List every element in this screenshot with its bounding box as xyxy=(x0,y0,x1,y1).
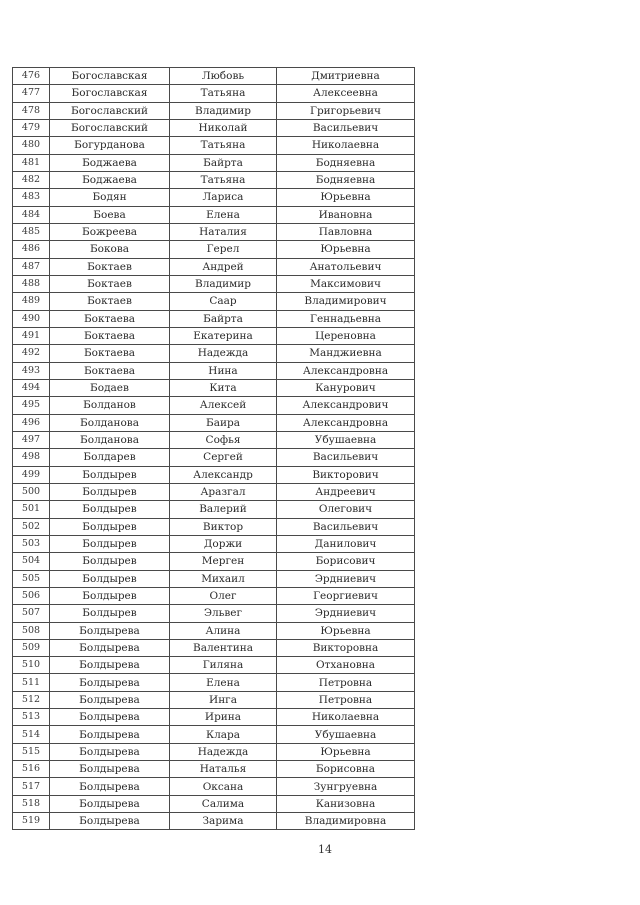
patronymic-cell: Олегович xyxy=(277,501,415,518)
first-name-cell: Герел xyxy=(170,241,277,258)
first-name-cell: Екатерина xyxy=(170,327,277,344)
first-name-cell: Татьяна xyxy=(170,171,277,188)
row-number-cell: 512 xyxy=(13,691,50,708)
patronymic-cell: Эрдниевич xyxy=(277,570,415,587)
patronymic-cell: Петровна xyxy=(277,674,415,691)
table-row xyxy=(13,691,415,708)
first-name-cell: Зарима xyxy=(170,813,277,830)
row-number-cell: 519 xyxy=(13,813,50,830)
row-number-cell: 491 xyxy=(13,327,50,344)
first-name-cell: Валентина xyxy=(170,639,277,656)
patronymic-cell: Викторовна xyxy=(277,639,415,656)
table-row xyxy=(13,189,415,206)
table-row xyxy=(13,761,415,778)
row-number-cell: 490 xyxy=(13,310,50,327)
table-row xyxy=(13,639,415,656)
table-row xyxy=(13,414,415,431)
patronymic-cell: Анатольевич xyxy=(277,258,415,275)
table-row xyxy=(13,293,415,310)
row-number-cell: 510 xyxy=(13,657,50,674)
patronymic-cell: Николаевна xyxy=(277,137,415,154)
patronymic-cell: Отхановна xyxy=(277,657,415,674)
last-name-cell: Богославский xyxy=(50,102,170,119)
last-name-cell: Болдырев xyxy=(50,518,170,535)
row-number-cell: 514 xyxy=(13,726,50,743)
last-name-cell: Болдырев xyxy=(50,535,170,552)
first-name-cell: Владимир xyxy=(170,275,277,292)
last-name-cell: Боктаева xyxy=(50,345,170,362)
first-name-cell: Доржи xyxy=(170,535,277,552)
patronymic-cell: Юрьевна xyxy=(277,622,415,639)
first-name-cell: Саар xyxy=(170,293,277,310)
patronymic-cell: Канизовна xyxy=(277,795,415,812)
row-number-cell: 492 xyxy=(13,345,50,362)
first-name-cell: Клара xyxy=(170,726,277,743)
table-row xyxy=(13,345,415,362)
row-number-cell: 478 xyxy=(13,102,50,119)
table-row xyxy=(13,137,415,154)
table-row xyxy=(13,778,415,795)
last-name-cell: Боктаев xyxy=(50,293,170,310)
row-number-cell: 495 xyxy=(13,397,50,414)
first-name-cell: Алина xyxy=(170,622,277,639)
table-row xyxy=(13,171,415,188)
patronymic-cell: Дмитриевна xyxy=(277,68,415,85)
patronymic-cell: Владимирович xyxy=(277,293,415,310)
last-name-cell: Болдырева xyxy=(50,674,170,691)
table-row xyxy=(13,587,415,604)
table-row xyxy=(13,223,415,240)
patronymic-cell: Ивановна xyxy=(277,206,415,223)
table-row xyxy=(13,466,415,483)
table-row xyxy=(13,154,415,171)
row-number-cell: 509 xyxy=(13,639,50,656)
first-name-cell: Лариса xyxy=(170,189,277,206)
first-name-cell: Татьяна xyxy=(170,85,277,102)
row-number-cell: 479 xyxy=(13,119,50,136)
row-number-cell: 497 xyxy=(13,431,50,448)
patronymic-cell: Николаевна xyxy=(277,709,415,726)
row-number-cell: 493 xyxy=(13,362,50,379)
last-name-cell: Богославская xyxy=(50,85,170,102)
table-row xyxy=(13,431,415,448)
last-name-cell: Бодаев xyxy=(50,379,170,396)
first-name-cell: Салима xyxy=(170,795,277,812)
row-number-cell: 489 xyxy=(13,293,50,310)
patronymic-cell: Петровна xyxy=(277,691,415,708)
row-number-cell: 481 xyxy=(13,154,50,171)
row-number-cell: 503 xyxy=(13,535,50,552)
last-name-cell: Болдырева xyxy=(50,726,170,743)
row-number-cell: 504 xyxy=(13,553,50,570)
last-name-cell: Болдырева xyxy=(50,622,170,639)
first-name-cell: Надежда xyxy=(170,345,277,362)
patronymic-cell: Васильевич xyxy=(277,449,415,466)
last-name-cell: Болдырев xyxy=(50,605,170,622)
row-number-cell: 483 xyxy=(13,189,50,206)
last-name-cell: Болдырева xyxy=(50,778,170,795)
last-name-cell: Болданова xyxy=(50,414,170,431)
patronymic-cell: Манджиевна xyxy=(277,345,415,362)
page-number: 14 xyxy=(318,843,332,856)
roster-table xyxy=(12,67,415,830)
row-number-cell: 506 xyxy=(13,587,50,604)
patronymic-cell: Эрдниевич xyxy=(277,605,415,622)
first-name-cell: Валерий xyxy=(170,501,277,518)
row-number-cell: 511 xyxy=(13,674,50,691)
patronymic-cell: Юрьевна xyxy=(277,241,415,258)
last-name-cell: Богославская xyxy=(50,68,170,85)
last-name-cell: Божреева xyxy=(50,223,170,240)
table-row xyxy=(13,622,415,639)
row-number-cell: 480 xyxy=(13,137,50,154)
table-row xyxy=(13,813,415,830)
last-name-cell: Болдырев xyxy=(50,466,170,483)
table-row xyxy=(13,674,415,691)
row-number-cell: 494 xyxy=(13,379,50,396)
patronymic-cell: Борисович xyxy=(277,553,415,570)
first-name-cell: Аразгал xyxy=(170,483,277,500)
row-number-cell: 516 xyxy=(13,761,50,778)
last-name-cell: Болдырева xyxy=(50,795,170,812)
first-name-cell: Надежда xyxy=(170,743,277,760)
table-row xyxy=(13,206,415,223)
last-name-cell: Болдарев xyxy=(50,449,170,466)
first-name-cell: Татьяна xyxy=(170,137,277,154)
patronymic-cell: Андреевич xyxy=(277,483,415,500)
first-name-cell: Владимир xyxy=(170,102,277,119)
last-name-cell: Богурданова xyxy=(50,137,170,154)
table-row xyxy=(13,449,415,466)
table-row xyxy=(13,483,415,500)
roster-table-body xyxy=(13,68,415,830)
row-number-cell: 515 xyxy=(13,743,50,760)
row-number-cell: 500 xyxy=(13,483,50,500)
table-row xyxy=(13,605,415,622)
patronymic-cell: Юрьевна xyxy=(277,743,415,760)
last-name-cell: Боктаева xyxy=(50,327,170,344)
patronymic-cell: Максимович xyxy=(277,275,415,292)
patronymic-cell: Васильевич xyxy=(277,518,415,535)
last-name-cell: Боктаева xyxy=(50,310,170,327)
last-name-cell: Болданов xyxy=(50,397,170,414)
first-name-cell: Байрта xyxy=(170,154,277,171)
row-number-cell: 501 xyxy=(13,501,50,518)
patronymic-cell: Бодняевна xyxy=(277,171,415,188)
row-number-cell: 488 xyxy=(13,275,50,292)
table-row xyxy=(13,518,415,535)
last-name-cell: Болдырев xyxy=(50,483,170,500)
row-number-cell: 502 xyxy=(13,518,50,535)
table-row xyxy=(13,570,415,587)
patronymic-cell: Борисовна xyxy=(277,761,415,778)
table-row xyxy=(13,85,415,102)
patronymic-cell: Васильевич xyxy=(277,119,415,136)
first-name-cell: Эльвег xyxy=(170,605,277,622)
patronymic-cell: Цереновна xyxy=(277,327,415,344)
patronymic-cell: Убушаевна xyxy=(277,726,415,743)
last-name-cell: Болдырева xyxy=(50,813,170,830)
row-number-cell: 499 xyxy=(13,466,50,483)
last-name-cell: Боктаев xyxy=(50,275,170,292)
patronymic-cell: Викторович xyxy=(277,466,415,483)
first-name-cell: Наталья xyxy=(170,761,277,778)
table-row xyxy=(13,535,415,552)
last-name-cell: Богославский xyxy=(50,119,170,136)
patronymic-cell: Григорьевич xyxy=(277,102,415,119)
first-name-cell: Олег xyxy=(170,587,277,604)
table-row xyxy=(13,397,415,414)
table-row xyxy=(13,327,415,344)
table-row xyxy=(13,258,415,275)
row-number-cell: 477 xyxy=(13,85,50,102)
table-row xyxy=(13,657,415,674)
table-row xyxy=(13,795,415,812)
patronymic-cell: Юрьевна xyxy=(277,189,415,206)
row-number-cell: 486 xyxy=(13,241,50,258)
table-row xyxy=(13,275,415,292)
last-name-cell: Болдырева xyxy=(50,639,170,656)
last-name-cell: Боджаева xyxy=(50,171,170,188)
row-number-cell: 487 xyxy=(13,258,50,275)
first-name-cell: Сергей xyxy=(170,449,277,466)
first-name-cell: Михаил xyxy=(170,570,277,587)
first-name-cell: Нина xyxy=(170,362,277,379)
table-row xyxy=(13,709,415,726)
first-name-cell: Ирина xyxy=(170,709,277,726)
last-name-cell: Боктаева xyxy=(50,362,170,379)
first-name-cell: Байрта xyxy=(170,310,277,327)
patronymic-cell: Павловна xyxy=(277,223,415,240)
patronymic-cell: Александрович xyxy=(277,397,415,414)
last-name-cell: Болдырева xyxy=(50,657,170,674)
last-name-cell: Боктаев xyxy=(50,258,170,275)
first-name-cell: Баира xyxy=(170,414,277,431)
row-number-cell: 496 xyxy=(13,414,50,431)
last-name-cell: Болдырев xyxy=(50,501,170,518)
patronymic-cell: Зунгруевна xyxy=(277,778,415,795)
first-name-cell: Елена xyxy=(170,674,277,691)
last-name-cell: Болдырев xyxy=(50,587,170,604)
last-name-cell: Бокова xyxy=(50,241,170,258)
row-number-cell: 508 xyxy=(13,622,50,639)
row-number-cell: 476 xyxy=(13,68,50,85)
patronymic-cell: Владимировна xyxy=(277,813,415,830)
last-name-cell: Болдырева xyxy=(50,691,170,708)
patronymic-cell: Александровна xyxy=(277,414,415,431)
first-name-cell: Николай xyxy=(170,119,277,136)
row-number-cell: 518 xyxy=(13,795,50,812)
row-number-cell: 505 xyxy=(13,570,50,587)
table-row xyxy=(13,241,415,258)
patronymic-cell: Убушаевна xyxy=(277,431,415,448)
first-name-cell: Гиляна xyxy=(170,657,277,674)
row-number-cell: 513 xyxy=(13,709,50,726)
first-name-cell: Александр xyxy=(170,466,277,483)
first-name-cell: Софья xyxy=(170,431,277,448)
table-row xyxy=(13,743,415,760)
table-row xyxy=(13,68,415,85)
first-name-cell: Алексей xyxy=(170,397,277,414)
last-name-cell: Болдырев xyxy=(50,553,170,570)
last-name-cell: Болдырева xyxy=(50,709,170,726)
table-row xyxy=(13,119,415,136)
last-name-cell: Бодян xyxy=(50,189,170,206)
table-row xyxy=(13,362,415,379)
table-row xyxy=(13,379,415,396)
patronymic-cell: Алексеевна xyxy=(277,85,415,102)
row-number-cell: 498 xyxy=(13,449,50,466)
last-name-cell: Болданова xyxy=(50,431,170,448)
first-name-cell: Андрей xyxy=(170,258,277,275)
row-number-cell: 507 xyxy=(13,605,50,622)
first-name-cell: Наталия xyxy=(170,223,277,240)
first-name-cell: Любовь xyxy=(170,68,277,85)
row-number-cell: 482 xyxy=(13,171,50,188)
table-row xyxy=(13,501,415,518)
patronymic-cell: Данилович xyxy=(277,535,415,552)
first-name-cell: Елена xyxy=(170,206,277,223)
last-name-cell: Болдырев xyxy=(50,570,170,587)
table-row xyxy=(13,726,415,743)
last-name-cell: Боева xyxy=(50,206,170,223)
patronymic-cell: Канурович xyxy=(277,379,415,396)
first-name-cell: Инга xyxy=(170,691,277,708)
table-row xyxy=(13,310,415,327)
last-name-cell: Боджаева xyxy=(50,154,170,171)
first-name-cell: Виктор xyxy=(170,518,277,535)
row-number-cell: 485 xyxy=(13,223,50,240)
table-row xyxy=(13,102,415,119)
first-name-cell: Оксана xyxy=(170,778,277,795)
last-name-cell: Болдырева xyxy=(50,761,170,778)
patronymic-cell: Геннадьевна xyxy=(277,310,415,327)
patronymic-cell: Георгиевич xyxy=(277,587,415,604)
row-number-cell: 517 xyxy=(13,778,50,795)
last-name-cell: Болдырева xyxy=(50,743,170,760)
patronymic-cell: Бодняевна xyxy=(277,154,415,171)
row-number-cell: 484 xyxy=(13,206,50,223)
first-name-cell: Кита xyxy=(170,379,277,396)
table-row xyxy=(13,553,415,570)
first-name-cell: Мерген xyxy=(170,553,277,570)
patronymic-cell: Александровна xyxy=(277,362,415,379)
